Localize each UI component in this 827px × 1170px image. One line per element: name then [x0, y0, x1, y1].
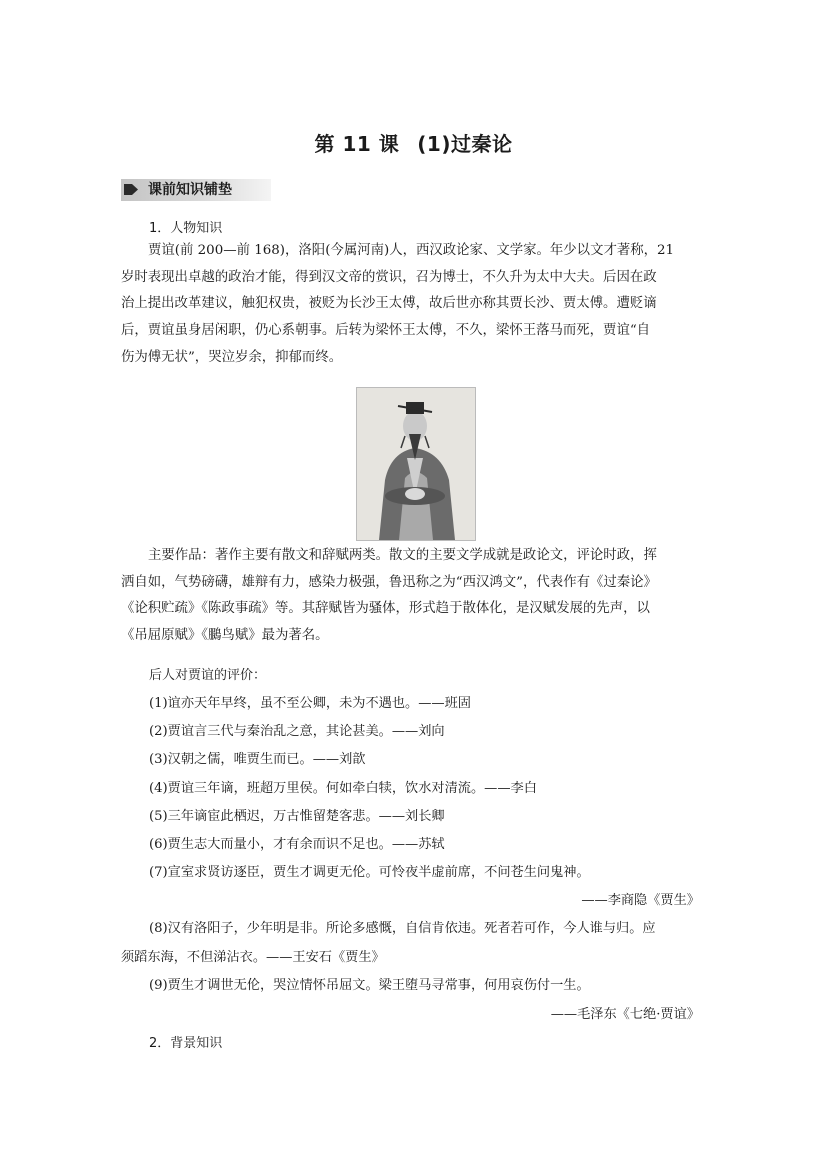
works-line: 洒自如，气势磅礴，雄辩有力，感染力极强，鲁迅称之为“西汉鸿文”，代表作有《过秦论》 — [121, 574, 657, 590]
lesson-number: 第 11 课 — [314, 132, 400, 156]
quote-item: (7)宣室求贤访逐臣，贾生才调更无伦。可怜夜半虚前席，不问苍生问鬼神。 — [149, 865, 590, 880]
scholar-portrait-icon — [357, 388, 475, 540]
bio-line: 贾谊(前 200—前 168)，洛阳(今属河南)人，西汉政论家、文学家。年少以文才著称，21 — [148, 243, 675, 258]
works-paragraph — [121, 543, 707, 650]
section-label: 课前知识铺垫 — [148, 182, 232, 198]
quote-item: (4)贾谊三年谪，班超万里侯。何如牵白犊，饮水对清流。——李白 — [149, 781, 537, 796]
quote-item: (1)谊亦天年早终，虽不至公卿，未为不遇也。——班固 — [149, 696, 471, 711]
quote-item: (9)贾生才调世无伦，哭泣情怀吊屈文。梁王堕马寻常事，何用哀伤付一生。 — [149, 978, 590, 993]
quote-item: (8)汉有洛阳子，少年明是非。所论多感慨，自信肯依违。死者若可作，今人谁与归。应 — [149, 921, 656, 936]
works-line: 《论积贮疏》《陈政事疏》等。其辞赋皆为骚体，形式趋于散体化，是汉赋发展的先声，以 — [121, 601, 650, 617]
section-banner — [121, 179, 271, 201]
subsection-heading-2: 2．背景知识 — [149, 1036, 223, 1051]
quote-attribution: ——毛泽东《七绝·贾谊》 — [550, 1007, 700, 1022]
bio-line: 治上提出改革建议，触犯权贵，被贬为长沙王太傅，故后世亦称其贾长沙、贾太傅。遭贬谪 — [121, 296, 657, 312]
arrow-marker-icon — [124, 184, 138, 195]
quote-item-continued: 须蹈东海，不但涕沾衣。——王安石《贾生》 — [121, 950, 385, 965]
quote-item: (6)贾生志大而量小，才有余而识不足也。——苏轼 — [149, 837, 445, 852]
page-title — [0, 128, 827, 157]
evaluation-heading: 后人对贾谊的评价： — [149, 668, 267, 683]
bio-paragraph — [121, 238, 707, 372]
quote-item: (5)三年谪宦此栖迟，万古惟留楚客悲。——刘长卿 — [149, 809, 445, 824]
lesson-subject: (1)过秦论 — [417, 132, 513, 156]
subsection-heading-1: 1．人物知识 — [149, 221, 223, 236]
works-line: 主要作品：著作主要有散文和辞赋两类。散文的主要文学成就是政论文，评论时政，挥 — [148, 548, 657, 563]
bio-line: 后，贾谊虽身居闲职，仍心系朝事。后转为梁怀王太傅，不久，梁怀王落马而死，贾谊“自 — [121, 323, 651, 339]
quote-item: (2)贾谊言三代与秦治乱之意，其论甚美。——刘向 — [149, 724, 445, 739]
quote-item: (3)汉朝之儒，唯贾生而已。——刘歆 — [149, 752, 366, 767]
portrait-image — [356, 387, 476, 541]
bio-line: 伤为傅无状”，哭泣岁余，抑郁而终。 — [121, 349, 343, 365]
bio-line: 岁时表现出卓越的政治才能，得到汉文帝的赏识，召为博士，不久升为太中大夫。后因在政 — [121, 269, 657, 285]
quote-attribution: ——李商隐《贾生》 — [581, 893, 700, 908]
works-line: 《吊屈原赋》《鵩鸟赋》最为著名。 — [121, 628, 329, 644]
